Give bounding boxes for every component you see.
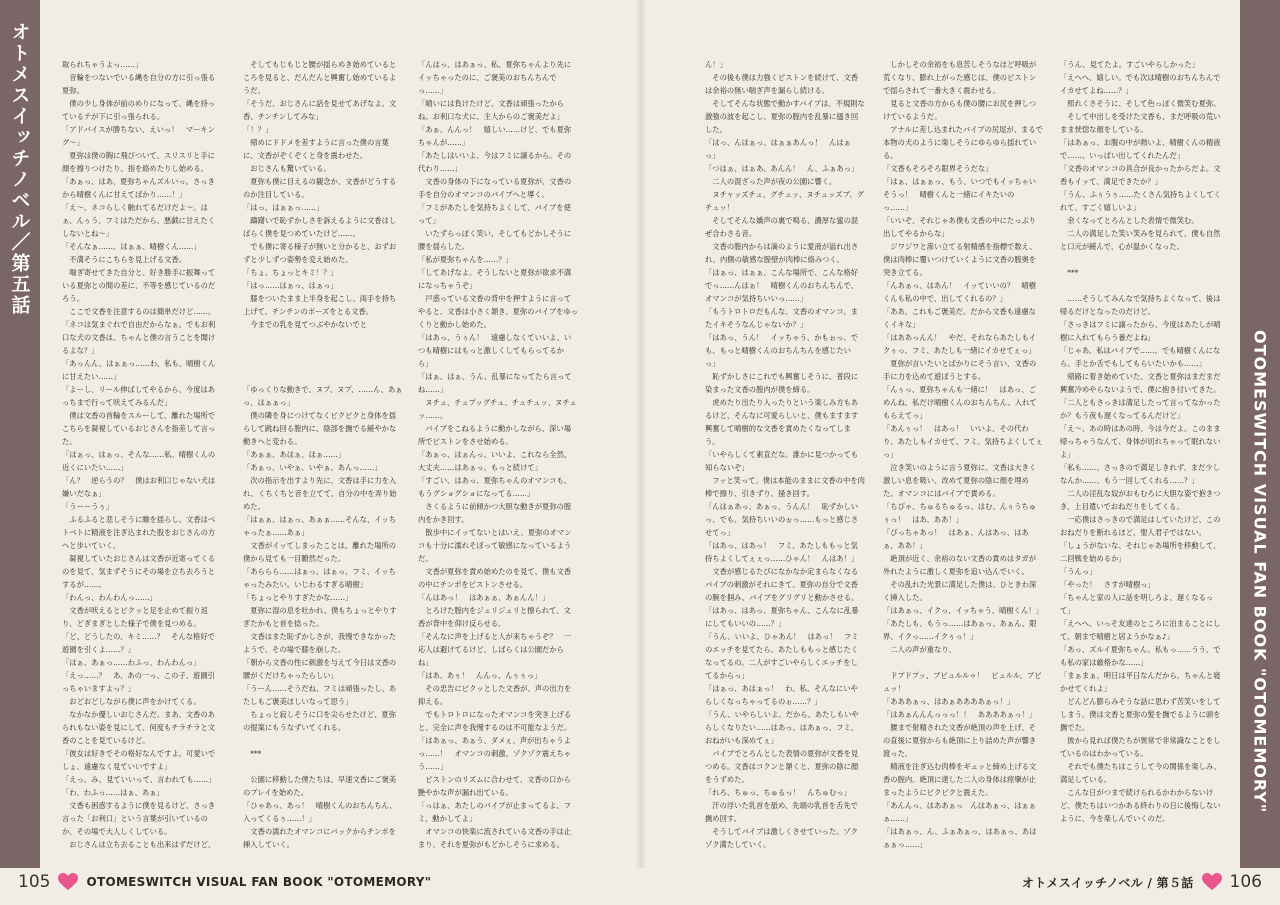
right-footer (1022, 870, 1262, 894)
heart-icon (58, 873, 78, 891)
column-text: 「うん、見てたよ。すごいやらしかった」 「えへへ、嬉しい。でも次は晴樹のおちんちんでイカせてよね……？」 照れくさそうに、そして色っぽく微笑む夏弥。 そして中出しを受けた文香も、まだ呼吸の荒いまま恍惚な顔をしている。 「はあぁっ、お腹の中が熱いよ、晴樹くんの精液で……、いっぱい出してくれたんだ」 「文香のオマンコの具合が良かったからだよ。文香もイッて、満足できたか？」 「うん、ふぅうぅ……たくさん気持ちよくしてくれて、すごく嬉しいよ」 余くなってとろんとした表情で微笑む。 二人の満足した笑い笑みを見られて、僕も自然と口元が緩んで、心が温かくなった。 *** ……そうしてみんなで気持ちよくなって、後は帰るだけとなったのだけど。 「さっきはフミに譲ったから、今度はあたしが晴樹に入れてもらう番だよね」 「じゃあ、私はバイブで……。でも晴樹くんになら、手とか舌でもしてもらいたいかも……」 帰路に着き始めていた、文香と夏弥はまだまだ興奮冷めやらないようで、僕に抱き付いてきた。 「二人ともさっきは満足したって言ってなかったか？もう夜も遅くなってるんだけど」 「え～、あの時はあの時、今は今だよ。このまま帰っちゃうなんて、身体が切れちゃって眠れないよ」 「私も……、さっきので満足しきれず、まだ少しなんか……、もう一回してくれる……？」 二人の淫乱な奴がおもむろに大胆な姿で抱きつき、上目遣いでおねだりをしてくる。 一応僕はさっきので満足はしていたけど、このおねだりを断れるほど、聖人君子ではない。 「しょうがないな、それじゃあ場所を移動して、二回戦を始めるか」 「うんっ」 「やった！ さすが晴樹っ」 「ちゃんと家の人に話を明しろよ、遅くなるって」 「えへへ、いっそ友達のところに泊まることにして、朝まで晴樹と居ようかなぁ♪」 「あっ、ズルイ夏弥ちゃん。私もっ……うう、でも私の家は厳格かな……」 「まぁまぁ、明日は平日なんだから、ちゃんと寝かせてくれよ」 どんどん膨らみそうな話に思わず苦笑いをしてしまう。僕は文香と夏弥の髪を撫でるように頭を撫でた。 彼から見れば僕たちが異常で非常識なことをしているのはわかっている。 それでも僕たちはこうして今の関係を楽しみ、満足している。 こんな日がつまで続けられるかわからないけど、僕たちはいつかある終わりの日に後悔しないように、今を楽しんでいくのだ。 (1060, 60, 1221, 823)
text-column-4 (705, 58, 865, 848)
page-gutter (636, 0, 646, 868)
column-text: 取られちゃうよっ……」 音輪をつないでいる縄を自分の方に引っ張る夏弥。 僕の少し身体が前のめりになって、縄を持っているテが下に引っ張られる。 「アドバイスが勝ちない、えいっ！ マーキング～」 夏弥は僕の胸に飛びついて、スリスリと手に顔を擦りつけたり、指を絡めたりし始める。 「あぁっ、はあ、夏弥ちゃんズルいっ。さっきから晴樹くんに甘えてばかり……！」 「え～、ネコらしく触れてるだけだよ～。はぁ、んぅう、フミはただから、悪戯に甘えたくしないとね～」 「そんなぁ……、はぁぁ、晴樹くん……」 不満そうにこちらを見上げる文香。 喘ぎ寄せてきた自分と、好き勝手に振舞っている夏弥との間の差に、不等を感じているのだろう。 ここで文香を注意するのは簡単だけど……。 「ネコは気まぐれで自由だからなぁ。でもお利口な犬の文香は、ちゃんと僕の言うことを聞けるよな？」 「あっんん、はぁぁっ……わ、私も、晴樹くんに甘えたい……」 「よーし、リール伸ばしてやるから、今度はあっちまで行って吠えてみるんだ」 僕は文香の首輪をスルーして、離れた場所でこちらを凝視しているおじさんを指差して言った。 「はぁっ、はぁっ、そんな……私、晴樹くんの近くにいたい……」 「ん？ 逆らうの？ 僕はお利口じゃない犬は嫌いだなぁ」 「うーーうぅ」 ふるふると悲しそうに瞼を揺らし、文香はベトベトに精液を注ぎ込まれた股をおじさんの方へと歩いていく。 凝視していたおじさんは文香が近寄ってくるのを見て、気まずそうにその場を立ち去ろうとするが……。 「わんっ、わんわんっ……」 文香が吠えるとビクッと足を止めて振り返り、どぎまぎとした様子で僕を見つめる。 「ど、どうしたの、キミ……？ そんな格好で遊園を引くよ……？」 「はぁ、あぁっ……わふっ、わんわんっ」 「えっ……？ あ、あの一っ、この子、遊園引っちゃいますよっ？」 おどおどしながら僕に声をかけてくる。 なかなか優しいおじさんだ。まあ、文香のあられもない姿を見にして、何度もチラチラと文香のことを見ているけど。 「彼女は好きでその格好なんですよ。可愛いでしょ、遠慮なく見ていいですよ」 「えっ、み、見ていいって、言われても……」 「わ、わふっ……はぁ、あぁ」 文香も困惑するように僕を見るけど、さっき言った「お利口」という言葉が引いているのか、その場で大人しくしている。 おじさんは立ち去ることも出来はずだけど、 (62, 60, 216, 848)
left-footer (18, 870, 431, 894)
column-text: 「んはっ、はあぁっ、私、夏弥ちゃんより先にイッちゃったのに、ご褒美のおちんちんでっ……」 「晴いには負けたけど、文香は頑張ったからね。お利口な犬に、主人からのご褒美だよ」 「あぁ、んんっ！ 嬉しい……けど、でも夏弥ちゃんが……」 「あたしはいいよ、今はフミに譲るから。その代わり……」 文香の身体の下になっている夏弥が、文香の手を自分のオマンコのバイブへと導く。 「フミがあたしを気持ちよくして、バイブを使って」 いたずらっぽく笑い、そしてもどかしそうに腰を揺らした。 「私が夏弥ちゃんを……？」 「してあげなよ。そうしないと夏弥が欲求不満になっちゃうぞ」 戸惑っている文香の背中を押すように言ってやると、文香は小さく頷き、夏弥のバイブをゆっくりと動かし始めた。 「はあっ、うぅん！ 遠慮しなくていいよ、いつも晴樹にはもっと激しくしてもらってるから」 「はぁ、はぁ、うん、乱暴になってたら言ってね……」 ヌチュ、チュプッグチュ、チュチュッ、ヌチュッ……。 バイブをこねるように動かしながら、深い場所でピストンをさせ始める。 「あぁっ、はぁんっ、いいよ、これなら全然、大丈夫……はあぁっ、もっと続けて」 「すごい、はあっ、夏弥ちゃんのオマンコも、もうグショグショになってる……」 さくるように前傾かつ大胆な動きが夏弥の膣内をかき回す。 散歩中にイッてないとはいえ、夏弥のオマンコも十分に濡れそぼって敏感になっているようだ。 文香が夏弥を責め始めたのを見て、僕も文香の中にチンポをピストンさせる。 「んはあっ！ はあぁぁ、あぁんん！」 とろけた膣内をジュリジュリと擦られて、文香が背中を仰け反らせる。 「そんなに声を上げると人が来ちゃうぞ？ 一応人は避けてるけど、しばらくは公園だからね」 「はあ、あぅ！ んんっ、んぅぅっ」 その忠告にビクッとした文香が、声の出力を抑える。 でもトロトロになったオマンコを突き上げると、完全に声を我慢するのは不可能なようだ。 「はあぁっ、あぁう、ダメぇ、声が出ちゃうよっ……！ オマンコの刺激、ゾクゾク震えちゃう……」 ピストンのリズムに合わせて、文香の口から艶やかな声が漏れ出ている。 「っはぁ、あたしのバイブが止まってるよ、フミ、動かしてよ」 オマンコの快楽に流されている文香の手は止まり、それを夏弥がもどかしそうに求める。 (418, 60, 578, 848)
column-text: ん！」 その後も僕は力強くピストンを続けて、文香は余裕の無い喘ぎ声を漏らし続ける。 そしてそんな状態で動かすバイブは、不規則な激強の波を起こし、夏弥の膣内を乱暴に搔き回した。 「はっ、んはぁっ、はぁぁあんっ！ んはぁっ」 「つはぁ、はぁあ、あんん！ ん、ふぁあっ」 二人の混ざった声が夜の公園に響く。 ヌチャッズチュ、グチュッ、ヌチュッズブ、グチュッ！ そしてそんな嬌声の裏で鳴る、濃厚な蜜の混ぜ合わさる音。 文香の膣内からは滴のように愛液が溢れ出され、内側の敏感な膣壁が肉棒に絡みつく。 「はぁっ、はぁぁ、こんな場所で、こんな格好でっ……んはぁ！ 晴樹くんのおちんちんで、オマンコが気持ちいいっ……」 「もうトロトロだもんな、文香のオマンコ。またイキそうなんじゃないか？」 「はあっ、うん！ イッちゃう、かもぉっ。でも、もっと晴樹くんのおちんちんを感じたいっ」 恥ずかしさにこれでも興奮しそうに、普段に染まった文香の膣内が僕を締る。 虎めたり出たり入ったりという楽しみ方もあるけど、そんなに可愛らしいと、僕もますます興奮して晴樹的な文香を責めたくなってしまう。 「いやらしくて素直だな。誰かに見つかっても知らないぞ」 フッと笑って、僕は本能のままに文香の中を肉棒で擦り、引きずり、掻き回す。 「んはぁあっ、あぁっ、うんん！ 恥ずかしいっ、でも、気持ちいいのぉっ……もっと感じさせてっ」 「はあっ、はあっ！ フミ、あたしももっと気持ちよくしてぇぇっ……ひゃん！ んはあ！」 文香が感じるたびになかなか定まらなくなるバイブの刺激がそれにきて、夏弥の自分で文香の腕を掴み、バイブをグリグリと動かさせる。 「はあっ、はあっ、夏弥ちゃん、こんなに乱暴にしてもいいの……？」 「うん、いいよ、ひゃあん！ はあっ！ フミのエッチを見てたら、あたしももっと感じたくなってるの。二人がすごいやらしくエッチをしてるからっ」 「はぁっ、あはぁっ！ わ、私、そんなにいやらしくなっちゃってるのぉ……？」 「うん、いやらしいよ。だから、あたしもいやらしくなりたい……はあっ、はあぁっ、フミ、おねがいも深めてぇ」 バイブでとろんとした表情の夏弥が文香を見つめる。文香はコクンと頷くと、夏弥の陰に顔をうずめた。 「れろ、ちゅっ、ちゅるっ！ んちゅむっ」 汗の浮いた乳首を舐め、先端の乳首を舌先で撫め回す。 そうしてバイブは激しくさせていった。ゾクゾク満たしていく。 (705, 60, 865, 848)
text-column-1 (62, 58, 222, 848)
column-text: そしてもじもじと腰が揺らめき始めているところを見ると、だんだんと興奮し始めているようだ。 「そうだ、おじさんに話を見せてあげなよ。文香、チンチンしてみな」 「！？」 帰めにドドメを差すように言った僕の言葉に、文香がぞくぞくと身を震わせた。 おじさんも驚いている。 夏弥も僕に目えるの観念か、文香がどうするのか注目している。 「はっ、はぁぁっ……」 躊躇いで恥ずかしさを訴えるように文香はしばらく僕を見つめていたけど……。 でも僕に寄る様子が無いと分かると、おずおずと少しずつ姿勢を変え始めた。 「ちょ、ちょっとキミ！？」 「はっ……はぁっ、はぁっ」 膝をついたまま上半身を起こし、両手を持ち上げて、チンチンのポーズをとる文香。 今までの乳を見てつぶやかないでと 「ゆっくりな動きで、ヌプ、ヌプ、……ん、あぁっ、はぁぁっ」 僕の隣を身につけてなくビクビクと身体を揺らして跳ね回る膣内に、陰部を撫でる緩やかな動きへと変わる。 「あぁぁ、あはぁ、はぁ……」 「あぁっ、いやぁ、いやぁ、あんっ……」 次の指示を出すより先に、文香は手に力を入れ、くちくちと音を立てて、自分の中を弄り始めた。 「はぁぁ、はぁっ、あぁぁ……そんな、イッちゃったぁ……あぁ」 文香がイッてしまったことは、離れた場所の僕から見ても一目瞭然だった。 「あららら……はぁっ、はぁっ、フミ、イッちゃったみたい。いじわるすぎる晴樹」 「ちょっとやりすぎたかな……」 夏弥に湿の息を吐かれ、僕もちょっとやりすぎたかもと首を捻った。 文香はまた恥ずかしさが、我慢できなかったようで、その場で膝を崩した。 「朝から文香の性に刺激を与えて今日は文香の腰がくだけちゃったらしい」 「うーん……そうだね、フミは頑張ったし、あたしもご褒美ほしいなって思う」 ちょっと寂しそうに口を尖らせたけど、夏弥の提案にもうなずいてくれる。 *** 公園に移動した僕たちは、早速文香にご褒美のプレイを始めた。 「ひゃあっ、あっ！ 晴樹くんのおちんちん、入ってくるぅ……！」 文香の濡れたオマンコにバックからチンポを挿入していく。 (243, 60, 403, 848)
left-page-number: 105 (18, 872, 51, 892)
heart-icon (1202, 873, 1222, 891)
left-footer-title: OTOMESWITCH VISUAL FAN BOOK "OTOMEMORY" (86, 875, 432, 889)
column-text: しかしその余裕をも息苦しそうなほど呼吸が荒くなり、膨れ上がった感じは、僕のピストンで揺らされて一番大きく震わせる。 見ると文香の方からも僕の腰にお尻を押しつけているようだ。 アナルに差し込まれたバイブの尻尾が、まるで本物の犬のように楽しそうにゆらゆら揺れている。 「文香もそろそろ限界そうだな」 「はぁ、はぁぁっ、もう、いつでもイッちゃいそうっ！ 晴樹くんと一緒にイキたいのっ……」 「いいぞ、それじゃあ僕も文香の中にたっぷり出してやるからな」 ジワジワと滲い立てる射精感を指標で数え、僕は肉棒に覆いつけていくように文香の膣奥を突き立てる。 「んあぁっ、はあん！ イッていいの？ 晴樹くんも私の中で、出してくれるの？」 「ああ、これもご褒美だ。だから文香も遠慮なくイキな」 「はああっんん！ やだ、それならあたしもイクぅっ、フミ、あたしも一緒にイカせてぇっ」 夏弥が言いたいとばかりにそう言い、文香の手に力を込めて遊ぼうとする。 「んぅっ、夏弥ちゃんも一緒に！ はあっ、ごめんね、私だけ晴樹くんのおちんちん、入れてもらえてっ」 「あんぅっ！ はあっ！ いいよ、その代わり、あたしもイカせて、フミ。気持ちよくしてぇっ」 泣き笑いのように言う夏弥に、文香は大きく激しい息を吸い、改めて夏弥の陰に顔を埋めた。オマンコにはバイブで責める。 「ちぴゃ、ちゅるちゅるっ、はむ、んぅうちゅぅっ！ はあ、ああ！」 「ぴっちゃあっ！ はあぁ、んはあっ、はあぁ、ああ！」 絶頂が近く、余裕のない文香の責めはタガが外れたように激しく夏弥を追い込んでいく。 その乱れた光景に満足した僕は、ひときわ深く挿入した。 「はあぁっ、イクっ、イッちゃう、晴樹くん！」 「あたしも、もうっ……はあぁっ、あぁん、限界、イクっ……イクぅっ！」 二人の声が重なり、 ドプドプッ、ブビュルルゥ！ ビュルル、ブビュッ！ 「あああぁっ、はあぁああああぁっ！」 「はあぁんんんっっっ！！ ああああぁっ！」 腰まで射精された文香が絶頂の声を上げ、その直後に夏弥からも絶頂に上り詰めた声が響き渡った。 精液を注ぎ込む肉棒をギュッと締め上げる文香の膣内。絶頂に達した二人の身体は痙攣が止まったようにビクビクと震えた。 「あんんっ、はああぁっ んはあぁっ、はぁぁぁ……」 「はあぁっ、ん、ふぁあぁっ、はあぁっ、あはぁぁっ……」 (883, 60, 1043, 848)
left-band-title: オトメスイッチノベル／第五話 (8, 22, 31, 316)
text-column-5 (883, 58, 1043, 848)
right-page-number: 106 (1229, 872, 1262, 892)
right-footer-title: オトメスイッチノベル / 第５話 (1021, 875, 1194, 890)
text-column-3 (418, 58, 578, 848)
right-band-title: OTOMESWITCH VISUAL FAN BOOK "OTOMEMORY" (1250, 330, 1270, 814)
text-column-6 (1060, 58, 1225, 848)
text-column-2 (243, 58, 403, 848)
